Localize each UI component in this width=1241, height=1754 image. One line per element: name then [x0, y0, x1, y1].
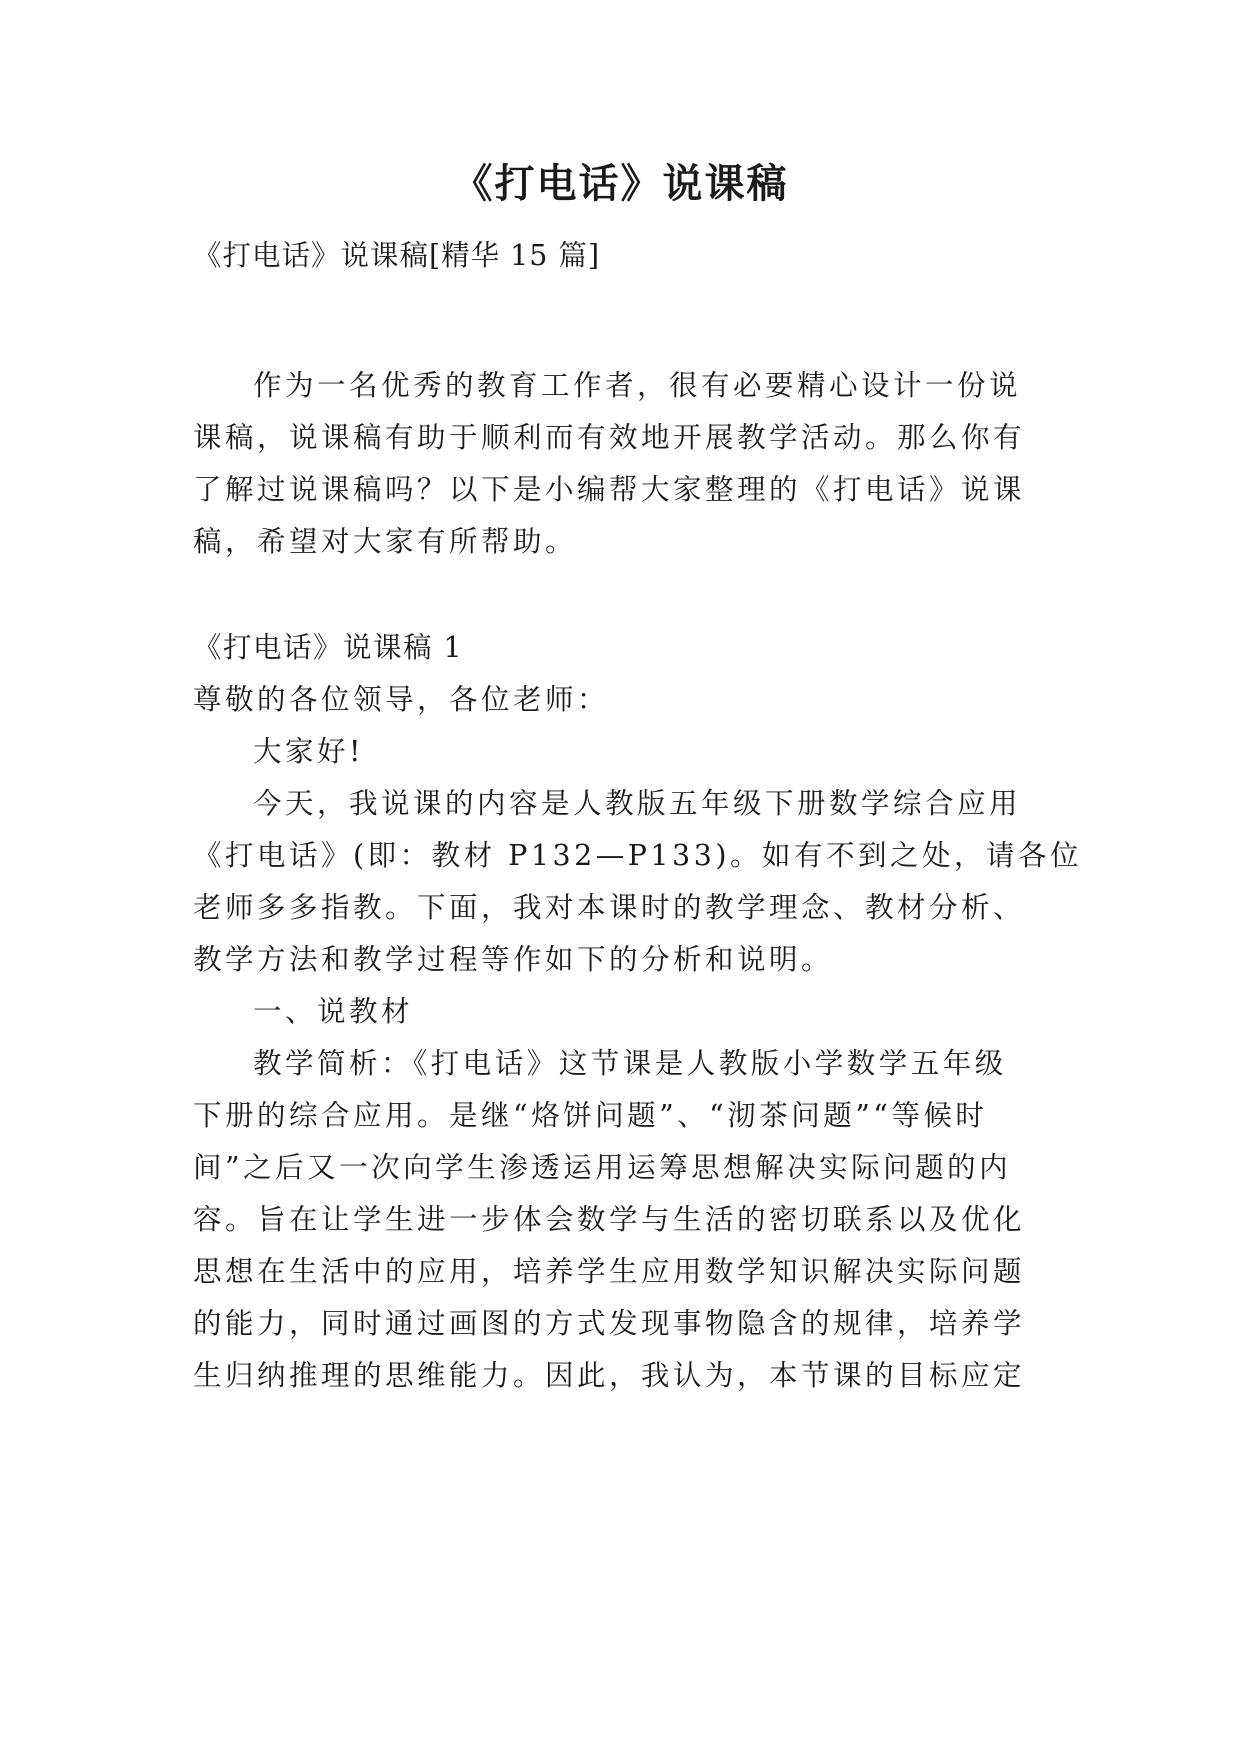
para1-line-2: 《打电话》(即：教材 P132—P133)。如有不到之处，请各位 [193, 839, 1082, 872]
hello-line: 大家好! [253, 735, 364, 768]
document-title: 《打电话》说课稿 [452, 161, 789, 207]
intro-line-3: 了解过说课稿吗？以下是小编帮大家整理的《打电话》说课 [193, 473, 1026, 506]
para2-line-4: 容。旨在让学生进一步体会数学与生活的密切联系以及优化 [193, 1203, 1026, 1236]
intro-line-1: 作为一名优秀的教育工作者，很有必要精心设计一份说 [253, 369, 1022, 402]
para1-line-1: 今天，我说课的内容是人教版五年级下册数学综合应用 [253, 787, 1022, 820]
para2-line-3: 间”之后又一次向学生渗透运用运筹思想解决实际问题的内 [193, 1151, 1012, 1184]
intro-line-2: 课稿，说课稿有助于顺利而有效地开展教学活动。那么你有 [193, 421, 1026, 454]
para2-line-1: 教学简析：《打电话》这节课是人教版小学数学五年级 [253, 1047, 1007, 1080]
para2-line-7: 生归纳推理的思维能力。因此，我认为，本节课的目标应定 [193, 1359, 1026, 1392]
section-one-heading: 一、说教材 [253, 995, 414, 1028]
document-subtitle: 《打电话》说课稿[精华 15 篇] [193, 239, 601, 272]
para2-line-6: 的能力，同时通过画图的方式发现事物隐含的规律，培养学 [193, 1307, 1026, 1340]
para1-line-3: 老师多多指教。下面，我对本课时的教学理念、教材分析、 [193, 891, 1026, 924]
para2-line-5: 思想在生活中的应用，培养学生应用数学知识解决实际问题 [193, 1255, 1026, 1288]
para2-line-2: 下册的综合应用。是继“烙饼问题”、“沏茶问题”“等候时 [193, 1099, 988, 1132]
greeting: 尊敬的各位领导，各位老师： [193, 683, 610, 716]
intro-line-4: 稿，希望对大家有所帮助。 [193, 525, 578, 558]
section-heading: 《打电话》说课稿 1 [193, 631, 464, 664]
para1-line-4: 教学方法和教学过程等作如下的分析和说明。 [193, 943, 834, 976]
